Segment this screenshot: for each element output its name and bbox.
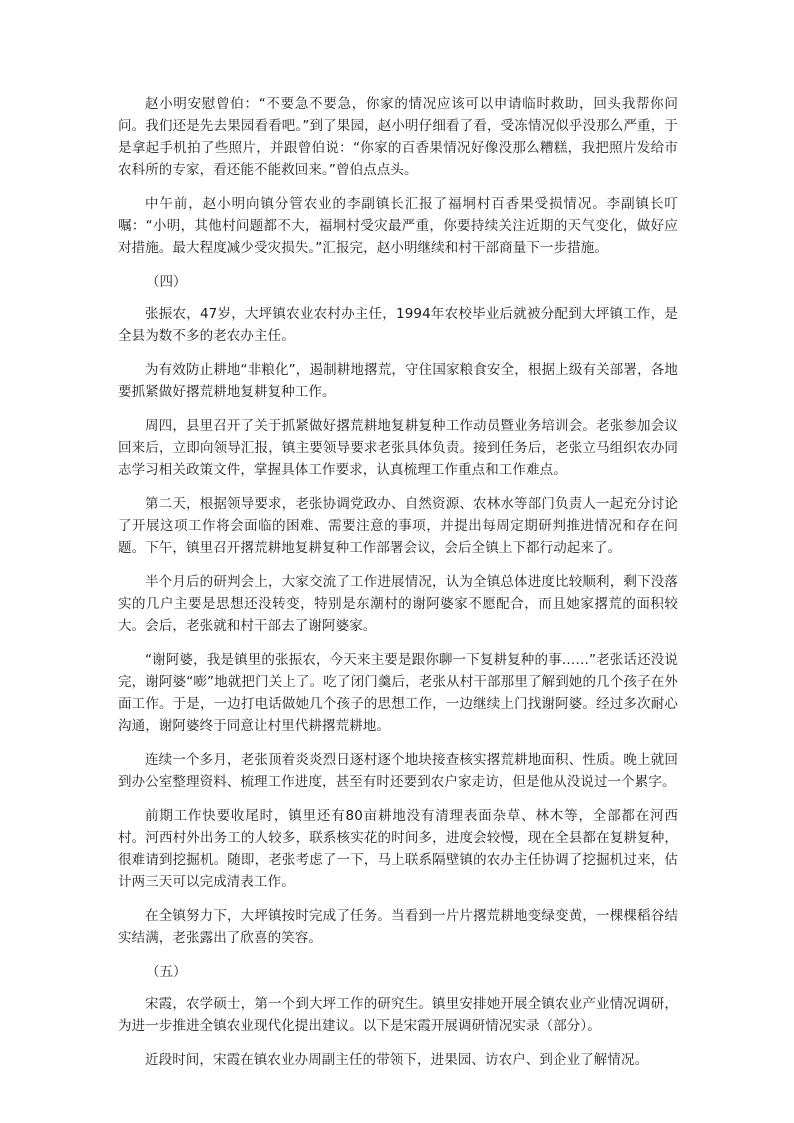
- paragraph: 第二天，根据领导要求，老张协调党政办、自然资源、农林水等部门负责人一起充分讨论了开展这项工作将会面临的困难、需要注意的事项，并提出每周定期研判推进情况和存在问题。下午，镇里召开撂荒耕地复耕复种工作部署会议，会后全镇上下都行动起来了。: [118, 496, 678, 556]
- paragraph: 周四，县里召开了关于抓紧做好撂荒耕地复耕复种工作动员暨业务培训会。老张参加会议回来后，立即向领导汇报，镇主要领导要求老张具体负责。接到任务后，老张立马组织农办同志学习相关政策文件，掌握具体工作要求，认真梳理工作重点和工作难点。: [118, 418, 678, 478]
- paragraph: 在全镇努力下，大坪镇按时完成了任务。当看到一片片撂荒耕地变绿变黄，一棵棵稻谷结实结满，老张露出了欣喜的笑容。: [118, 908, 678, 946]
- paragraph: 中午前，赵小明向镇分管农业的李副镇长汇报了福垌村百香果受损情况。李副镇长叮嘱：“小明，其他村问题都不大，福垌村受灾最严重，你要持续关注近期的天气变化，做好应对措施。最大程度减少受灾损失。”汇报完，赵小明继续和村干部商量下一步措施。: [118, 196, 678, 256]
- paragraph: 张振农，47岁，大坪镇农业农村办主任，1994年农校毕业后就被分配到大坪镇工作，是全县为数不多的老农办主任。: [118, 306, 678, 344]
- document-body: [118, 93, 678, 1083]
- paragraph: 半个月后的研判会上，大家交流了工作进展情况，认为全镇总体进度比较顺利，剩下没落实的几户主要是思想还没转变，特别是东潮村的谢阿婆家不愿配合，而且她家撂荒的面积较大。会后，老张就和村干部去了谢阿婆家。: [118, 574, 678, 634]
- paragraph: 宋霞，农学硕士，第一个到大坪工作的研究生。镇里安排她开展全镇农业产业情况调研，为进一步推进全镇农业现代化提出建议。以下是宋霞开展调研情况实录（部分）。: [118, 996, 678, 1034]
- paragraph: “谢阿婆，我是镇里的张振农，今天来主要是跟你聊一下复耕复种的事……”老张话还没说完，谢阿婆“嘭”地就把门关上了。吃了闭门羹后，老张从村干部那里了解到她的几个孩子在外面工作。于是，一边打电话做她几个孩子的思想工作，一边继续上门找谢阿婆。经过多次耐心沟通，谢阿婆终于同意让村里代耕撂荒耕地。: [118, 652, 678, 734]
- paragraph: 为有效防止耕地“非粮化”，遏制耕地撂荒，守住国家粮食安全，根据上级有关部署，各地要抓紧做好撂荒耕地复耕复种工作。: [118, 362, 678, 400]
- paragraph: 连续一个多月，老张顶着炎炎烈日逐村逐个地块接查核实撂荒耕地面积、性质。晚上就回到办公室整理资料、梳理工作进度，甚至有时还要到农户家走访，但是他从没说过一个累字。: [118, 752, 678, 790]
- section-heading: （四）: [146, 274, 187, 290]
- section-heading: （五）: [146, 964, 187, 980]
- paragraph: 前期工作快要收尾时，镇里还有80亩耕地没有清理表面杂草、林木等，全部都在河西村。河西村外出务工的人较多，联系核实花的时间多，进度会较慢，现在全县都在复耕复种，很难请到挖掘机。随即，老张考虑了一下，马上联系隔壁镇的农办主任协调了挖掘机过来，估计两三天可以完成清表工作。: [118, 808, 678, 890]
- paragraph: 赵小明安慰曾伯：“不要急不要急，你家的情况应该可以申请临时救助，回头我帮你问问。我们还是先去果园看看吧。”到了果园，赵小明仔细看了看，受冻情况似乎没那么严重，于是拿起手机拍了些照片，并跟曾伯说：“你家的百香果情况好像没那么糟糕，我把照片发给市农科所的专家，看还能不能救回来。”曾伯点点头。: [118, 96, 678, 178]
- paragraph: 近段时间，宋霞在镇农业办周副主任的带领下，进果园、访农户、到企业了解情况。: [145, 1052, 649, 1068]
